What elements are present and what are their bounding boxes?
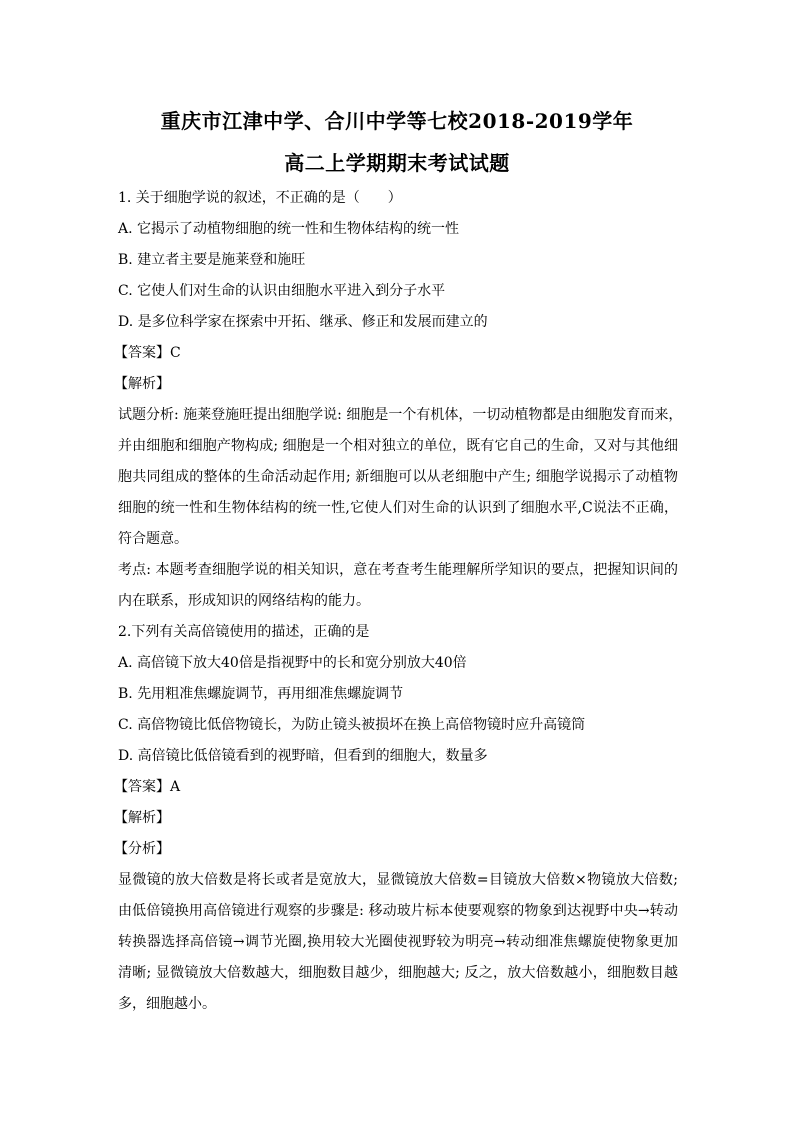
question-2-option-c: C. 高倍物镜比低倍物镜长，为防止镜头被损坏在换上高倍物镜时应升高镜筒 bbox=[118, 717, 586, 733]
analysis-line: 并由细胞和细胞产物构成; 细胞是一个相对独立的单位，既有它自己的生命，又对与其他细 bbox=[118, 438, 678, 454]
document-title-line1: 重庆市江津中学、合川中学等七校2018-2019学年 bbox=[160, 109, 634, 133]
question-1-option-c: C. 它使人们对生命的认识由细胞水平进入到分子水平 bbox=[118, 283, 446, 299]
kaodian-line: 内在联系，形成知识的网络结构的能力。 bbox=[118, 593, 370, 609]
question-1-option-a: A. 它揭示了动植物细胞的统一性和生物体结构的统一性 bbox=[118, 221, 460, 237]
question-1-analysis bbox=[118, 400, 683, 555]
question-1-analysis-tag: 【解析】 bbox=[114, 376, 170, 392]
question-2-fenxi-tag: 【分析】 bbox=[114, 841, 170, 857]
fenxi-line: 由低倍镜换用高倍镜进行观察的步骤是: 移动玻片标本使要观察的物象到达视野中央→转动 bbox=[118, 903, 678, 919]
question-1-option-b: B. 建立者主要是施莱登和施旺 bbox=[118, 252, 306, 268]
analysis-line: 细胞的统一性和生物体结构的统一性,它使人们对生命的认识到了细胞水平,C说法不正确， bbox=[118, 500, 678, 516]
question-1-stem: 1. 关于细胞学说的叙述，不正确的是（ ） bbox=[118, 190, 402, 206]
question-2-analysis-tag: 【解析】 bbox=[114, 810, 170, 826]
fenxi-line: 转换器选择高倍镜→调节光圈,换用较大光圈使视野较为明亮→转动细准焦螺旋使物象更加 bbox=[118, 934, 678, 950]
question-2-answer: 【答案】A bbox=[114, 779, 181, 795]
question-1-kaodian bbox=[118, 555, 678, 617]
question-1-option-d: D. 是多位科学家在探索中开拓、继承、修正和发展而建立的 bbox=[118, 314, 488, 330]
question-2-stem: 2.下列有关高倍镜使用的描述，正确的是 bbox=[118, 624, 370, 640]
question-2-option-b: B. 先用粗准焦螺旋调节，再用细准焦螺旋调节 bbox=[118, 686, 404, 702]
analysis-line: 试题分析: 施莱登施旺提出细胞学说: 细胞是一个有机体，一切动植物都是由细胞发育而来， bbox=[118, 407, 683, 423]
question-2-fenxi bbox=[118, 865, 678, 1020]
question-2-option-a: A. 高倍镜下放大40倍是指视野中的长和宽分别放大40倍 bbox=[118, 655, 467, 671]
kaodian-line: 考点: 本题考查细胞学说的相关知识，意在考查考生能理解所学知识的要点，把握知识间的 bbox=[118, 562, 678, 578]
analysis-line: 胞共同组成的整体的生命活动起作用; 新细胞可以从老细胞中产生; 细胞学说揭示了动植物 bbox=[118, 469, 678, 485]
analysis-line: 符合题意。 bbox=[118, 531, 188, 547]
document-title-line2: 高二上学期期末考试试题 bbox=[284, 151, 510, 175]
fenxi-line: 多，细胞越小。 bbox=[118, 996, 216, 1012]
question-1-answer: 【答案】C bbox=[114, 345, 181, 361]
fenxi-line: 显微镜的放大倍数是将长或者是宽放大，显微镜放大倍数=目镜放大倍数×物镜放大倍数; bbox=[118, 872, 678, 888]
fenxi-line: 清晰; 显微镜放大倍数越大，细胞数目越少，细胞越大; 反之，放大倍数越小，细胞数目越 bbox=[118, 965, 678, 981]
question-2-option-d: D. 高倍镜比低倍镜看到的视野暗，但看到的细胞大，数量多 bbox=[118, 748, 488, 764]
document-body bbox=[114, 183, 683, 1020]
